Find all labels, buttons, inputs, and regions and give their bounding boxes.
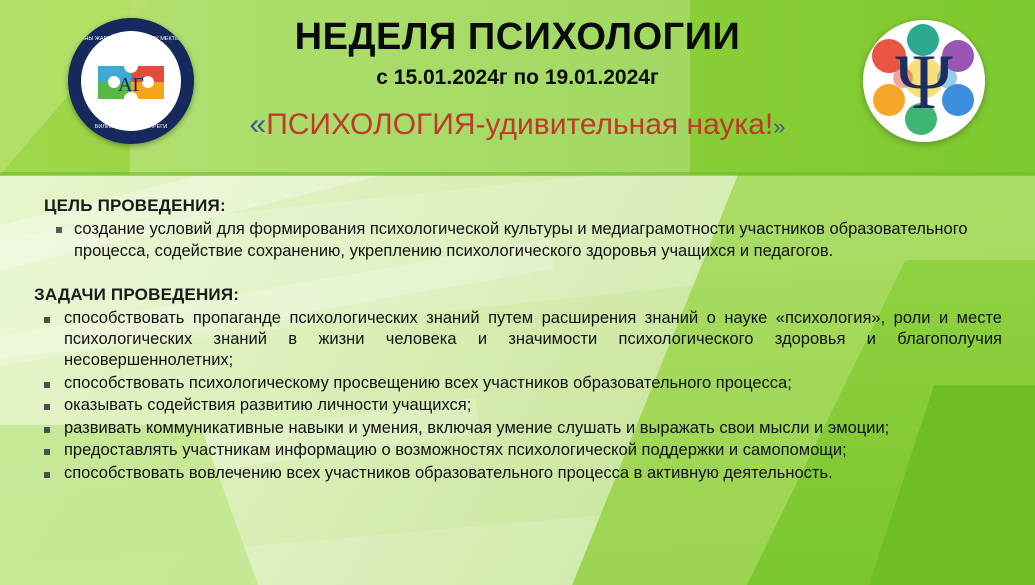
header <box>0 0 1035 175</box>
list-item: способствовать пропаганде психологических знаний путем расширения знаний о науке «психология», роли и месте психологических знаний в жизни человека и значимости психологического здоровья и благополучия несовершеннолетних; <box>34 308 1002 372</box>
list-item: оказывать содействия развитию личности учащихся; <box>34 395 1002 416</box>
goal-heading: ЦЕЛЬ ПРОВЕДЕНИЯ: <box>44 196 226 215</box>
psi-symbol-logo <box>863 20 985 142</box>
event-dates: с 15.01.2024г по 19.01.2024г <box>376 66 659 89</box>
svg-text:АГ: АГ <box>117 74 145 96</box>
svg-text:ЖАНЫ ЖАРЫК БОЛУП БЕРЕТУ МЕКТЕБ: ЖАНЫ ЖАРЫК БОЛУП БЕРЕТУ МЕКТЕБИ <box>75 36 187 42</box>
content <box>34 196 1002 485</box>
list-item: развивать коммуникативные навыки и умения, включая умение слушать и выражать свои мысли и эмоции; <box>34 418 1002 439</box>
list-item: создание условий для формирования психологической культуры и медиаграмотности участников образовательного процесса, содействие сохранению, укреплению психологического здоровья учащихся и педагогов. <box>34 219 1002 263</box>
quote-close: » <box>773 114 786 139</box>
list-item: предоставлять участникам информацию о возможностях психологической поддержки и самопомощи; <box>34 440 1002 461</box>
page-title: НЕДЕЛЯ ПСИХОЛОГИИ <box>294 16 741 58</box>
tasks-heading: ЗАДАЧИ ПРОВЕДЕНИЯ: <box>34 284 240 304</box>
svg-text:Ψ: Ψ <box>895 38 953 125</box>
tasks-list <box>34 308 1002 485</box>
slogan-text: ПСИХОЛОГИЯ-удивительная наука! <box>266 108 774 141</box>
svg-text:БИЛИМ - КЕЛЕЧЕК ТИРЕГИ: БИЛИМ - КЕЛЕЧЕК ТИРЕГИ <box>94 124 168 130</box>
quote-open: « <box>249 108 267 141</box>
goal-list <box>34 219 1002 263</box>
list-item: способствовать психологическому просвещению всех участников образовательного процесса; <box>34 373 1002 394</box>
list-item: способствовать вовлечению всех участников образовательного процесса в активную деятельность. <box>34 463 1002 484</box>
